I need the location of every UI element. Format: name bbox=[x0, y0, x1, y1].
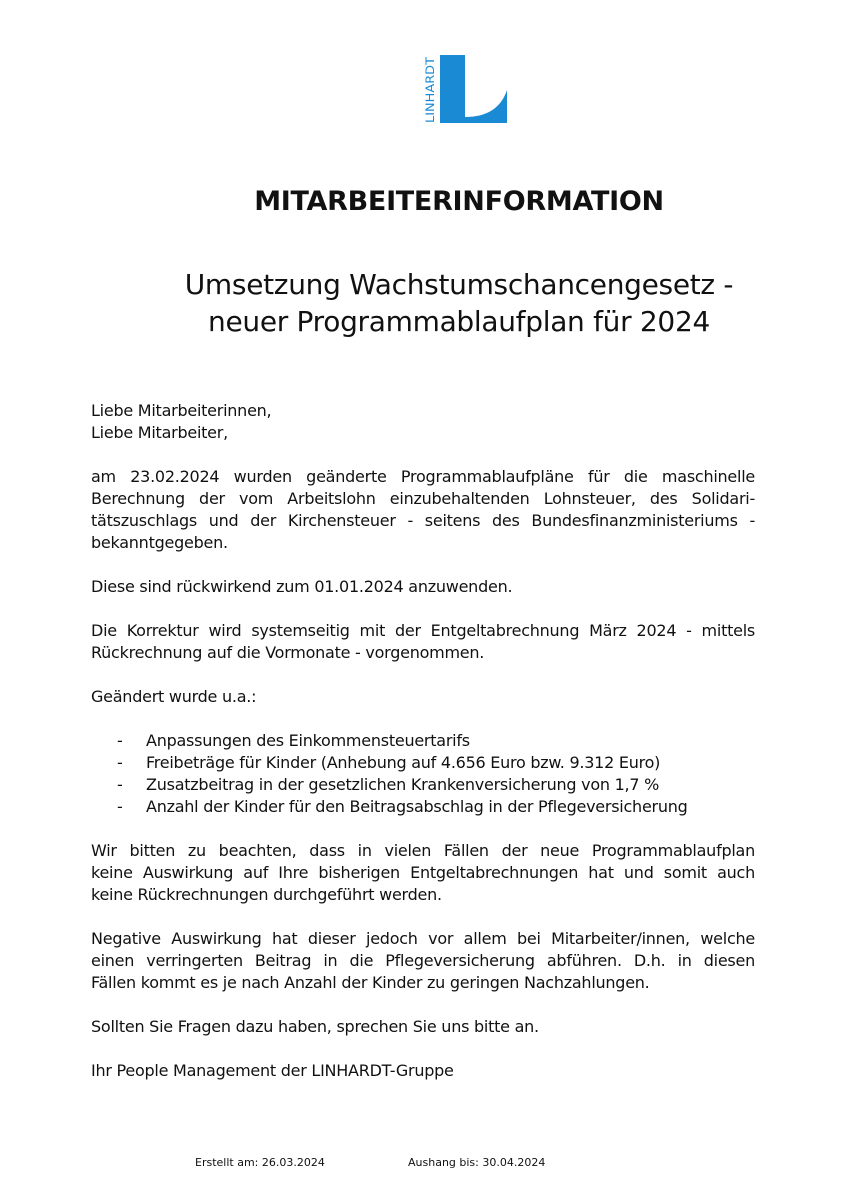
created-date: Erstellt am: 26.03.2024 bbox=[195, 1156, 325, 1169]
text-line: Wir bitten zu beachten, dass in vielen Fällen der neue Programmablaufplan bbox=[91, 841, 755, 860]
text-line: Sollten Sie Fragen dazu haben, sprechen Sie uns bitte an. bbox=[91, 1017, 539, 1036]
text-line: keine Rückrechnungen durchgeführt werden. bbox=[91, 885, 442, 904]
text-line: Liebe Mitarbeiterinnen, bbox=[91, 401, 272, 420]
paragraph-retroactive bbox=[91, 576, 755, 598]
greeting bbox=[91, 400, 755, 444]
linhardt-logo bbox=[422, 55, 510, 125]
text-line: keine Auswirkung auf Ihre bisherigen Entgeltabrechnungen hat und somit auch bbox=[91, 863, 755, 882]
letter-body bbox=[91, 400, 755, 1104]
posted-until-date: Aushang bis: 30.04.2024 bbox=[408, 1156, 546, 1169]
paragraph-note bbox=[91, 840, 755, 906]
list-item-text: Zusatzbeitrag in der gesetzlichen Krankenversicherung von 1,7 % bbox=[146, 775, 660, 794]
text-line: bekanntgegeben. bbox=[91, 533, 228, 552]
paragraph-negative-impact bbox=[91, 928, 755, 994]
text-line: Liebe Mitarbeiter, bbox=[91, 423, 228, 442]
paragraph-announcement bbox=[91, 466, 755, 554]
text-line: am 23.02.2024 wurden geänderte Programmablaufpläne für die maschinelle bbox=[91, 467, 755, 486]
paragraph-changes-intro bbox=[91, 686, 755, 708]
list-item: - Zusatzbeitrag in der gesetzlichen Krankenversicherung von 1,7 % bbox=[117, 775, 660, 794]
paragraph-questions bbox=[91, 1016, 755, 1038]
text-line: Die Korrektur wird systemseitig mit der Entgeltabrechnung März 2024 - mittels bbox=[91, 621, 755, 640]
list-item: - Anzahl der Kinder für den Beitragsabschlag in der Pflegeversicherung bbox=[117, 797, 688, 816]
list-item: - Freibeträge für Kinder (Anhebung auf 4.656 Euro bzw. 9.312 Euro) bbox=[117, 753, 661, 772]
text-line: Berechnung der vom Arbeitslohn einzubehaltenden Lohnsteuer, des Solidari- bbox=[91, 489, 755, 508]
text-line: Geändert wurde u.a.: bbox=[91, 687, 257, 706]
subtitle-line: neuer Programmablaufplan für 2024 bbox=[208, 305, 710, 338]
paragraph-correction bbox=[91, 620, 755, 664]
text-line: einen verringerten Beitrag in die Pflegeversicherung abführen. D.h. in diesen bbox=[91, 951, 755, 970]
text-line: Ihr People Management der LINHARDT-Gruppe bbox=[91, 1061, 454, 1080]
text-line: Fällen kommt es je nach Anzahl der Kinder zu geringen Nachzahlungen. bbox=[91, 973, 650, 992]
subtitle-line: Umsetzung Wachstumschancengesetz - bbox=[184, 268, 734, 301]
text-line: tätszuschlags und der Kirchensteuer - seitens des Bundesfinanzministeriums - bbox=[91, 511, 755, 530]
document-title: MITARBEITERINFORMATION bbox=[254, 186, 664, 217]
text-line: Rückrechnung auf die Vormonate - vorgenommen. bbox=[91, 643, 485, 662]
list-item-text: Anzahl der Kinder für den Beitragsabschlag in der Pflegeversicherung bbox=[146, 797, 688, 816]
list-item: - Anpassungen des Einkommensteuertarifs bbox=[117, 731, 470, 750]
list-item-text: Freibeträge für Kinder (Anhebung auf 4.656 Euro bzw. 9.312 Euro) bbox=[146, 753, 661, 772]
text-line: Diese sind rückwirkend zum 01.01.2024 anzuwenden. bbox=[91, 577, 513, 596]
text-line: Negative Auswirkung hat dieser jedoch vor allem bei Mitarbeiter/innen, welche bbox=[91, 929, 755, 948]
closing bbox=[91, 1060, 755, 1082]
changes-list bbox=[91, 730, 755, 818]
list-item-text: Anpassungen des Einkommensteuertarifs bbox=[146, 731, 470, 750]
svg-text:LINHARDT: LINHARDT bbox=[423, 64, 437, 123]
document-subtitle bbox=[75, 266, 843, 340]
